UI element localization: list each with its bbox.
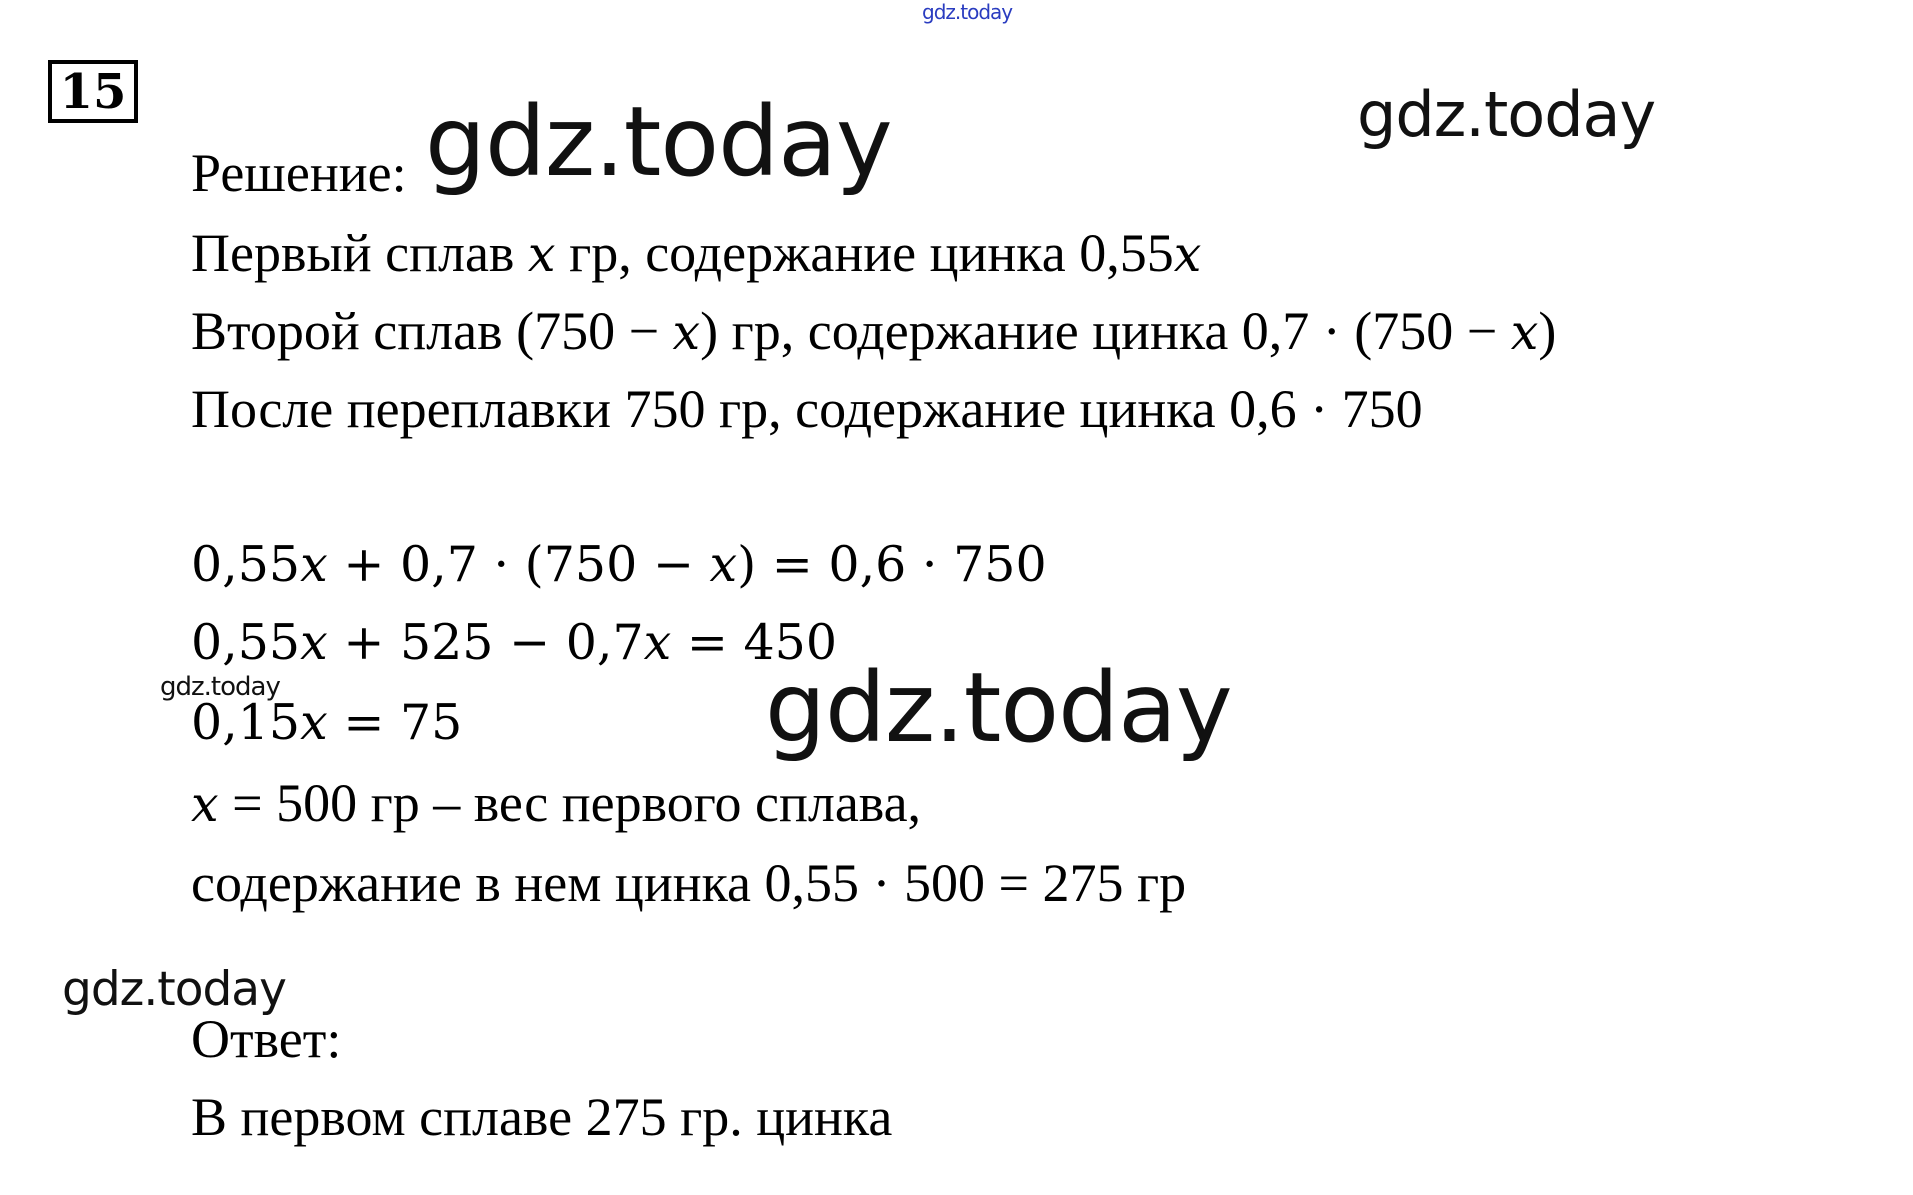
result-text: = 500 гр – вес первого сплава, (218, 773, 922, 833)
second-alloy-line (191, 301, 1557, 361)
variable-x: x (191, 776, 219, 833)
equation-2-coef: 0,55 (191, 614, 301, 671)
first-alloy-suffix: гр, содержание цинка 0,55 (555, 223, 1174, 283)
watermark: gdz.today (1357, 78, 1656, 151)
solution-label: Решение: (191, 143, 407, 203)
second-alloy-mid: ) гр, содержание цинка 0,7 · (750 − (700, 301, 1511, 361)
watermark: gdz.today (160, 672, 280, 702)
equation-1-mid: + 0,7 · (750 − (327, 536, 710, 593)
problem-number: 15 (59, 63, 127, 120)
watermark: gdz.today (765, 652, 1232, 764)
zinc-content-line: содержание в нем цинка 0,55 · 500 = 275 гр (191, 853, 1187, 913)
equation-1 (191, 536, 1047, 593)
variable-x: x (1510, 304, 1539, 361)
equation-3-coef: 0,15 (191, 694, 301, 751)
equation-2-rhs: = 450 (671, 614, 837, 671)
answer-label: Ответ: (191, 1009, 342, 1069)
first-alloy-prefix: Первый сплав (191, 223, 528, 283)
equation-2-mid: + 525 − 0,7 (327, 614, 644, 671)
watermark: gdz.today (922, 0, 1013, 24)
equation-1-coef: 0,55 (191, 536, 301, 593)
variable-x: x (300, 614, 328, 671)
variable-x: x (300, 536, 328, 593)
result-line (191, 773, 922, 833)
variable-x: x (643, 614, 672, 671)
problem-number-box (48, 60, 138, 123)
second-alloy-suffix: ) (1538, 301, 1557, 361)
variable-x: x (300, 694, 328, 751)
answer-text: В первом сплаве 275 гр. цинка (191, 1087, 893, 1147)
second-alloy-prefix: Второй сплав (750 − (191, 301, 673, 361)
equation-2 (191, 614, 837, 671)
watermark: gdz.today (62, 962, 286, 1017)
variable-x: x (709, 536, 738, 593)
first-alloy-line (191, 223, 1202, 283)
variable-x: x (1173, 226, 1202, 283)
equation-3 (191, 694, 463, 751)
variable-x: x (672, 304, 701, 361)
equation-1-rhs: ) = 0,6 · 750 (737, 536, 1047, 593)
variable-x: x (527, 226, 556, 283)
after-smelting-line: После переплавки 750 гр, содержание цинка 0,6 · 750 (191, 379, 1423, 439)
watermark: gdz.today (425, 86, 892, 198)
equation-3-rhs: = 75 (327, 694, 463, 751)
